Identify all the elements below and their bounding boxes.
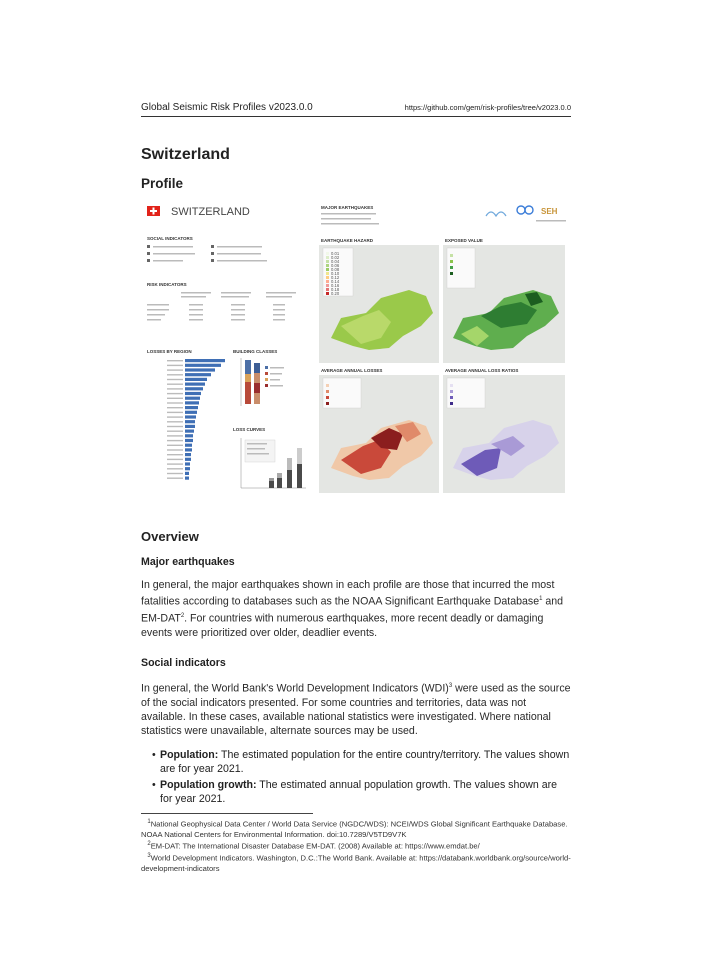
region-loss-bar bbox=[185, 458, 191, 461]
region-loss-bar bbox=[185, 415, 196, 418]
region-label-line bbox=[167, 440, 183, 441]
hazard-legend-swatch bbox=[326, 284, 329, 287]
region-label-line bbox=[167, 459, 183, 460]
region-label-line bbox=[167, 412, 183, 413]
hazard-legend-value: 0.06 bbox=[331, 262, 340, 268]
hazard-legend-swatch bbox=[326, 268, 329, 271]
region-label-line bbox=[167, 454, 183, 455]
region-label-line bbox=[167, 379, 183, 380]
region-loss-bar bbox=[185, 477, 189, 480]
bullet-population: • Population: The estimated population for the entire country/territory. The values shown are for year 2021. bbox=[152, 749, 570, 775]
hazard-legend-value: 0.04 bbox=[331, 258, 340, 264]
hazard-legend-swatch bbox=[326, 256, 329, 259]
region-label-line bbox=[167, 478, 183, 479]
region-loss-bar bbox=[185, 434, 193, 437]
seh-logo: SEH bbox=[541, 207, 558, 216]
hazard-legend-swatch bbox=[326, 260, 329, 263]
region-loss-bar bbox=[185, 383, 205, 386]
region-loss-bar bbox=[185, 430, 194, 433]
region-label-line bbox=[167, 435, 183, 436]
map-earthquake-hazard bbox=[319, 238, 439, 363]
hazard-legend-swatch bbox=[326, 276, 329, 279]
hazard-legend-swatch bbox=[326, 264, 329, 267]
hazard-legend-value: 0.18 bbox=[331, 286, 340, 292]
profile-heading: Profile bbox=[141, 176, 184, 191]
region-label-line bbox=[167, 402, 183, 403]
hazard-legend-swatch bbox=[326, 292, 329, 295]
region-loss-bar bbox=[185, 425, 195, 428]
region-label-line bbox=[167, 431, 183, 432]
region-loss-bar bbox=[185, 448, 192, 451]
region-loss-bar bbox=[185, 406, 198, 409]
losses-bars bbox=[167, 359, 225, 480]
hazard-legend-value: 0.02 bbox=[331, 254, 340, 260]
social-indicators-paragraph: In general, the World Bank's World Development Indicators (WDI)$^3$ were used as the source of the social indicators presented. For some countries and territories, data was not available. In these cases, available national statistics were investigated. Where national statistics were unavailable, alternate sources may be used. bbox=[141, 682, 571, 738]
region-label-line bbox=[167, 416, 183, 417]
region-label-line bbox=[167, 407, 183, 408]
region-label-line bbox=[167, 473, 183, 474]
hazard-legend-value: 0.16 bbox=[331, 282, 340, 288]
region-label-line bbox=[167, 421, 183, 422]
hazard-legend-value: 0.14 bbox=[331, 278, 340, 284]
map-average-annual-loss-ratios bbox=[443, 368, 565, 493]
map-average-annual-losses bbox=[319, 368, 439, 493]
profile-figure bbox=[141, 198, 571, 498]
region-label-line bbox=[167, 468, 183, 469]
hazard-legend-value: 0.08 bbox=[331, 266, 340, 272]
profile-figure-svg bbox=[141, 198, 571, 498]
region-loss-bar bbox=[185, 439, 193, 442]
region-label-line bbox=[167, 449, 183, 450]
running-header bbox=[141, 100, 571, 117]
partner-logo-icon bbox=[517, 206, 525, 214]
region-loss-bar bbox=[185, 453, 191, 456]
region-loss-bar bbox=[185, 397, 200, 400]
region-label-line bbox=[167, 365, 183, 366]
hazard-legend-value: 0.12 bbox=[331, 274, 340, 280]
region-loss-bar bbox=[185, 467, 190, 470]
footnote-2: $^2$EM-DAT: The International Disaster Database EM-DAT. (2008) Available at: https://www.emdat.be/ bbox=[147, 841, 480, 851]
region-label-line bbox=[167, 388, 183, 389]
region-loss-bar bbox=[185, 411, 197, 414]
region-label-line bbox=[167, 445, 183, 446]
header-title: Global Seismic Risk Profiles v2023.0.0 bbox=[141, 102, 313, 113]
exposed-value-title: EXPOSED VALUE bbox=[445, 238, 483, 243]
region-label-line bbox=[167, 360, 183, 361]
bullet-population-growth: • Population growth: The estimated annual population growth. The values shown are for year 2021. bbox=[152, 779, 558, 805]
gem-logo-icon bbox=[486, 212, 506, 216]
overview-heading: Overview bbox=[141, 529, 199, 544]
region-loss-bar bbox=[185, 401, 199, 404]
page-title: Switzerland bbox=[141, 146, 230, 163]
region-label-line bbox=[167, 426, 183, 427]
footnote-3: $^3$World Development Indicators. Washington, D.C.:The World Bank. Available at: https://databank.worldbank.org/source/world-development-indicators bbox=[141, 853, 571, 874]
hazard-legend-swatch bbox=[326, 280, 329, 283]
header-url[interactable]: https://github.com/gem/risk-profiles/tree/v2023.0.0 bbox=[404, 103, 571, 112]
region-loss-bar bbox=[185, 378, 207, 381]
loss-curves-label: LOSS CURVES bbox=[233, 427, 266, 432]
region-label-line bbox=[167, 463, 183, 464]
losses-by-region-label: LOSSES BY REGION bbox=[147, 349, 192, 354]
risk-indicators-label: RISK INDICATORS bbox=[147, 282, 187, 287]
aalr-title: AVERAGE ANNUAL LOSS RATIOS bbox=[445, 368, 519, 373]
region-loss-bar bbox=[185, 373, 211, 376]
hazard-legend-value: 0.01 bbox=[331, 250, 340, 256]
social-indicator-rows bbox=[147, 245, 267, 262]
region-label-line bbox=[167, 384, 183, 385]
major-earthquakes-paragraph: In general, the major earthquakes shown in each profile are those that incurred the most fatalities according to databases such as the NOAA Significant Earthquake Database$^1$ and EM-DAT$^2$. For countries with numerous earthquakes, more recent deadly or damaging events were prioritized over older, deadlier events. bbox=[141, 579, 564, 639]
aal-title: AVERAGE ANNUAL LOSSES bbox=[321, 368, 383, 373]
region-loss-bar bbox=[185, 392, 201, 395]
region-loss-bar bbox=[185, 462, 190, 465]
region-loss-bar bbox=[185, 364, 221, 367]
region-loss-bar bbox=[185, 472, 189, 475]
risk-indicator-table bbox=[147, 292, 296, 321]
region-label-line bbox=[167, 393, 183, 394]
building-classes-chart bbox=[241, 358, 284, 406]
social-indicators-label: SOCIAL INDICATORS bbox=[147, 236, 193, 241]
region-label-line bbox=[167, 398, 183, 399]
region-loss-bar bbox=[185, 368, 215, 371]
footnote-rule bbox=[141, 813, 313, 814]
loss-curves-chart bbox=[241, 438, 306, 488]
region-loss-bar bbox=[185, 420, 195, 423]
region-label-line bbox=[167, 374, 183, 375]
social-indicators-heading: Social indicators bbox=[141, 657, 226, 669]
region-loss-bar bbox=[185, 359, 225, 362]
building-classes-label: BUILDING CLASSES bbox=[233, 349, 278, 354]
region-loss-bar bbox=[185, 444, 192, 447]
region-label-line bbox=[167, 369, 183, 370]
region-loss-bar bbox=[185, 387, 203, 390]
map-exposed-value bbox=[443, 238, 565, 363]
country-name: SWITZERLAND bbox=[171, 206, 250, 218]
hazard-legend-swatch bbox=[326, 272, 329, 275]
hazard-legend-value: 0.20 bbox=[331, 290, 340, 296]
major-earthquakes-label: MAJOR EARTHQUAKES bbox=[321, 205, 374, 210]
major-earthquakes-heading: Major earthquakes bbox=[141, 556, 235, 568]
hazard-legend-value: 0.10 bbox=[331, 270, 340, 276]
hazard-legend-swatch bbox=[326, 252, 329, 255]
eq-hazard-title: EARTHQUAKE HAZARD bbox=[321, 238, 373, 243]
hazard-legend-swatch bbox=[326, 288, 329, 291]
footnote-1: $^1$National Geophysical Data Center / World Data Service (NGDC/WDS): NCEI/WDS Global Significant Earthquake Database. NOAA National Centers for Environmental Information. doi:10.7289/V5TD9V7K bbox=[141, 819, 568, 840]
